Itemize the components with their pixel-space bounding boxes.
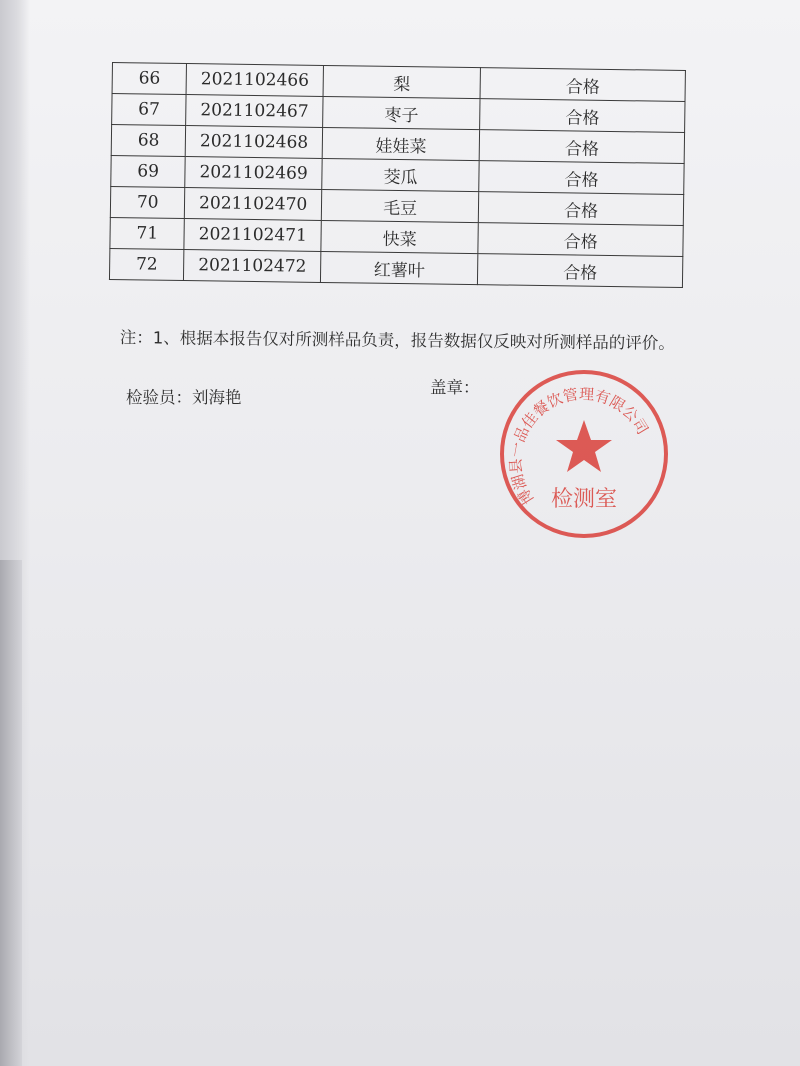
row-number-cell: 71 [110, 217, 185, 249]
sample-name-cell: 茭瓜 [322, 158, 480, 191]
seal-ring-text: 博湖县一品佳餐饮管理有限公司 [506, 384, 652, 508]
row-number-cell: 72 [109, 248, 184, 280]
row-number-cell: 68 [111, 125, 186, 157]
result-cell: 合格 [478, 223, 683, 257]
sample-code-cell: 2021102467 [186, 95, 323, 128]
seal-label: 盖章： [430, 378, 480, 397]
sample-code-cell: 2021102471 [184, 219, 321, 252]
table-row [109, 248, 682, 287]
sample-name-cell: 娃娃菜 [322, 127, 480, 160]
row-number-cell: 67 [112, 94, 187, 126]
company-seal-stamp [498, 368, 670, 540]
sample-code-cell: 2021102468 [186, 126, 323, 159]
sample-code-cell: 2021102470 [185, 188, 322, 221]
inspector-line: 检验员：刘海艳 [126, 388, 242, 407]
row-number-cell: 66 [112, 63, 187, 95]
row-number-cell: 69 [111, 155, 186, 187]
result-cell: 合格 [478, 254, 683, 288]
result-cell: 合格 [480, 68, 685, 102]
result-cell: 合格 [479, 161, 684, 195]
report-note: 注：1、根据本报告仅对所测样品负责，报告数据仅反映对所测样品的评价。 [119, 327, 675, 353]
sample-name-cell: 毛豆 [321, 189, 479, 222]
sample-name-cell: 梨 [323, 65, 481, 98]
sample-name-cell: 快菜 [321, 220, 479, 253]
sample-code-cell: 2021102472 [184, 250, 321, 283]
result-cell: 合格 [479, 192, 684, 226]
page-fold [0, 560, 22, 1066]
result-cell: 合格 [479, 130, 684, 164]
sample-name-cell: 枣子 [323, 96, 481, 129]
sample-code-cell: 2021102469 [185, 157, 322, 190]
seal-star-icon [556, 420, 612, 472]
result-cell: 合格 [480, 99, 685, 133]
sample-code-cell: 2021102466 [186, 64, 323, 97]
row-number-cell: 70 [110, 186, 185, 218]
seal-center-text: 检测室 [550, 487, 618, 512]
inspection-results-table [109, 62, 686, 288]
sample-name-cell: 红薯叶 [320, 251, 478, 284]
